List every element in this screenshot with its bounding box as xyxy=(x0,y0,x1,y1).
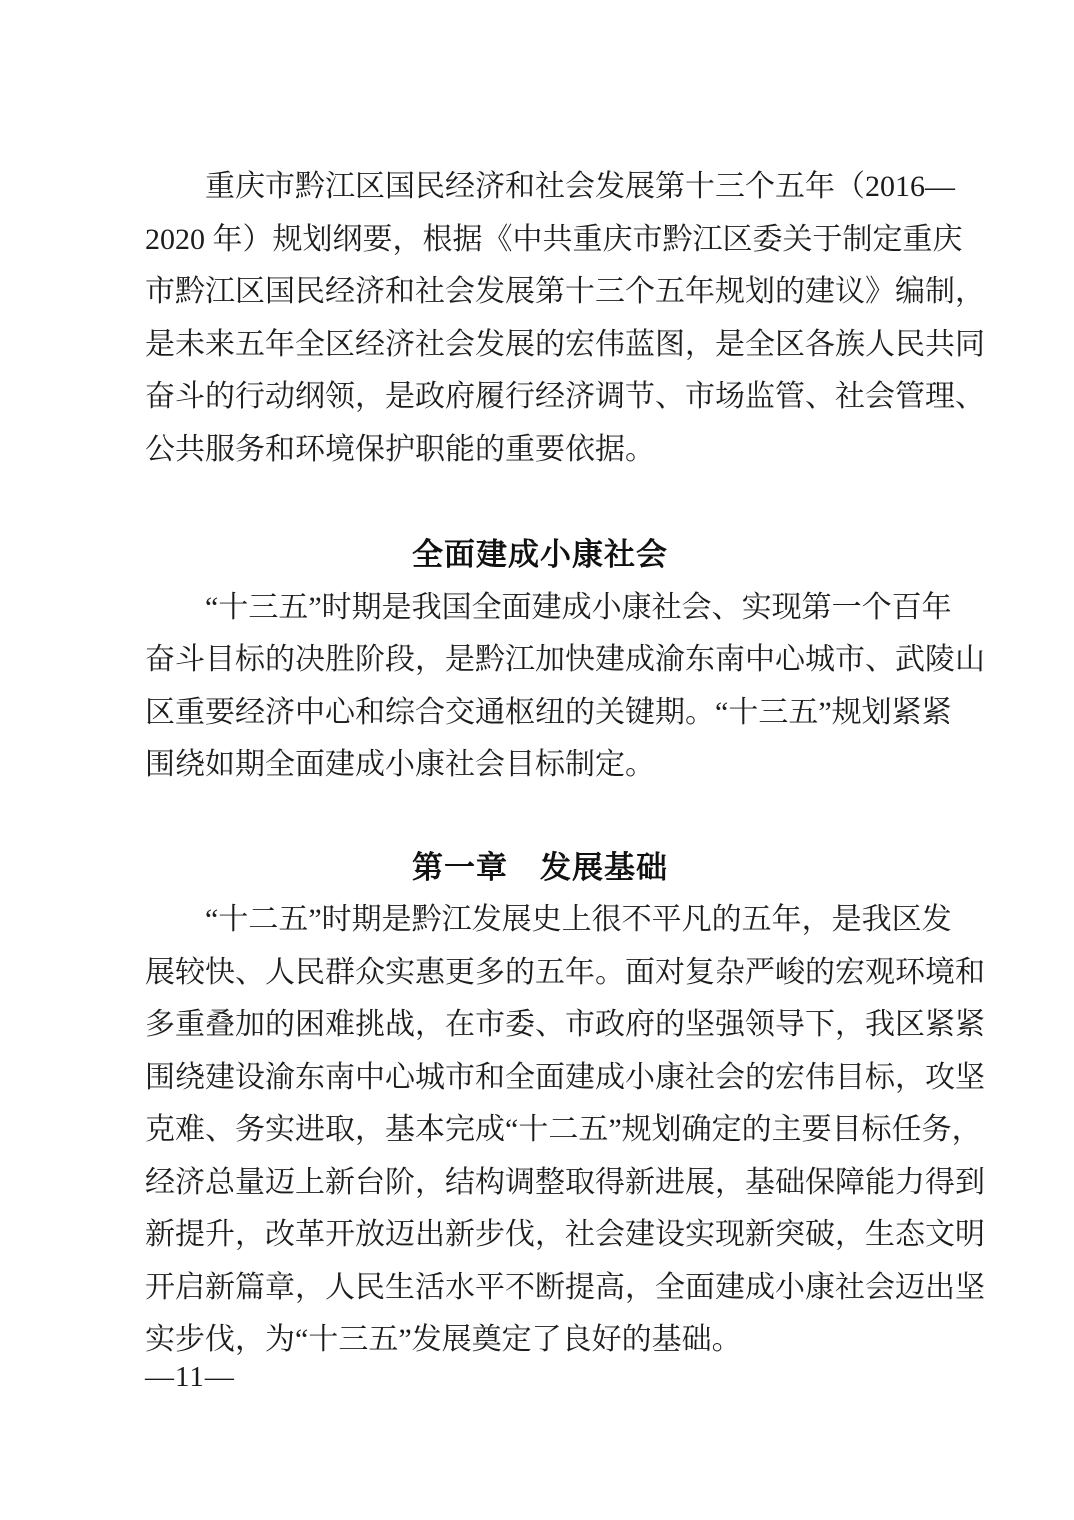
paragraph-line: 重庆市黔江区国民经济和社会发展第十三个五年（2016— xyxy=(205,170,955,203)
paragraph-line: 奋斗目标的决胜阶段，是黔江加快建成渝东南中心城市、武陵山 xyxy=(145,643,985,676)
paragraph-section-intro xyxy=(145,582,985,792)
paragraph-intro xyxy=(145,161,985,476)
paragraph-line: 克难、务实进取，基本完成“十二五”规划确定的主要目标任务， xyxy=(145,1113,982,1146)
paragraph-line: 市黔江区国民经济和社会发展第十三个五年规划的建议》编制， xyxy=(145,275,985,308)
document-body xyxy=(145,161,985,1367)
paragraph-line: 实步伐，为“十三五”发展奠定了良好的基础。 xyxy=(145,1323,742,1356)
paragraph-line: “十二五”时期是黔江发展史上很不平凡的五年，是我区发 xyxy=(205,903,952,936)
paragraph-line: 围绕建设渝东南中心城市和全面建成小康社会的宏伟目标，攻坚 xyxy=(145,1060,985,1094)
paragraph-line: “十三五”时期是我国全面建成小康社会、实现第一个百年 xyxy=(205,590,952,624)
paragraph-line: 展较快、人民群众实惠更多的五年。面对复杂严峻的宏观环境和 xyxy=(145,955,985,989)
section-heading: 全面建成小康社会 xyxy=(412,537,668,573)
chapter-heading: 第一章 发展基础 xyxy=(412,849,668,886)
paragraph-line: 公共服务和环境保护职能的重要依据。 xyxy=(145,432,655,466)
paragraph-line: 多重叠加的困难挑战，在市委、市政府的坚强领导下，我区紧紧 xyxy=(145,1008,985,1041)
paragraph-line: 2020 年）规划纲要，根据《中共重庆市黔江区委关于制定重庆 xyxy=(145,222,963,256)
paragraph-line: 新提升，改革开放迈出新步伐，社会建设实现新突破，生态文明 xyxy=(145,1218,985,1251)
page-number: —11— xyxy=(145,1361,235,1393)
paragraph-line: 经济总量迈上新台阶，结构调整取得新进展，基础保障能力得到 xyxy=(145,1165,985,1199)
paragraph-line: 奋斗的行动纲领，是政府履行经济调节、市场监管、社会管理、 xyxy=(145,380,985,413)
paragraph-line: 区重要经济中心和综合交通枢纽的关键期。“十三五”规划紧紧 xyxy=(145,695,952,729)
paragraph-line: 围绕如期全面建成小康社会目标制定。 xyxy=(145,748,655,781)
paragraph-chapter-body xyxy=(145,894,985,1367)
paragraph-line: 开启新篇章，人民生活水平不断提高，全面建成小康社会迈出坚 xyxy=(145,1270,985,1304)
paragraph-line: 是未来五年全区经济社会发展的宏伟蓝图，是全区各族人民共同 xyxy=(145,327,985,361)
